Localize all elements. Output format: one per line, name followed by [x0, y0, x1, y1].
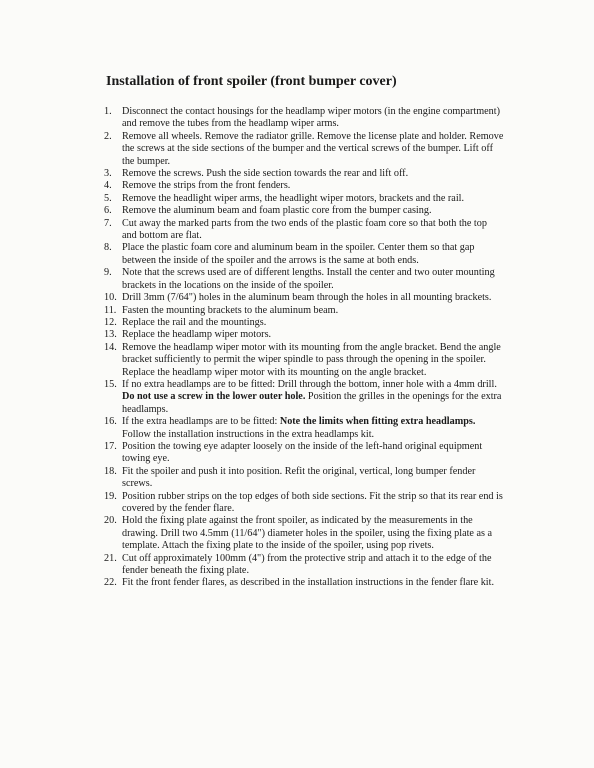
step-number: 4. [104, 180, 112, 192]
list-item [104, 441, 504, 466]
list-item [104, 553, 504, 578]
list-item [104, 379, 504, 416]
step-number: 8. [104, 242, 112, 254]
step-text: Remove the aluminum beam and foam plastic core from the bumper casing. [122, 205, 432, 217]
list-item [104, 267, 504, 292]
step-text: Position the towing eye adapter loosely on the inside of the left-hand original equipment towing eye. [122, 440, 483, 465]
list-item [104, 180, 504, 192]
step-number: 13. [104, 329, 117, 341]
step-text: Remove the strips from the front fenders. [122, 180, 291, 192]
list-item [104, 515, 504, 552]
step-text: If the extra headlamps are to be fitted: [122, 416, 280, 428]
page-title: Installation of front spoiler (front bumper cover) [106, 74, 397, 89]
step-text: Position the grilles in the openings for the extra headlamps. [122, 391, 502, 415]
step-text: Drill 3mm (7/64") holes in the aluminum beam through the holes in all mounting brackets. [122, 292, 492, 304]
instruction-list [104, 106, 504, 590]
list-item [104, 193, 504, 205]
step-number: 19. [104, 490, 117, 502]
list-item [104, 317, 504, 329]
step-number: 5. [104, 192, 112, 204]
step-text: Follow the installation instructions in the extra headlamps kit. [122, 428, 375, 440]
step-number: 14. [104, 341, 117, 353]
step-text: Cut away the marked parts from the two ends of the plastic foam core so that both the top and bottom are flat. [122, 217, 487, 242]
list-item [104, 168, 504, 180]
step-number: 12. [104, 316, 117, 328]
step-text: Remove the headlamp wiper motor with its mounting from the angle bracket. Bend the angle bracket sufficiently to permit the wiper spindle to pass through the opening in the spoiler. Replace the headlamp wiper motor with its mounting on the angle bracket. [122, 341, 501, 378]
step-number: 18. [104, 465, 117, 477]
step-text: Note that the screws used are of different lengths. Install the center and two outer mounting brackets in the locations on the inside of the spoiler. [122, 267, 495, 291]
step-number: 7. [104, 217, 112, 229]
step-number: 17. [104, 440, 117, 452]
step-text: Fit the spoiler and push it into position. Refit the original, vertical, long bumper fender screws. [122, 465, 476, 490]
step-text: Remove all wheels. Remove the radiator grille. Remove the license plate and holder. Remove the screws at the side sections of the bumper and the vertical screws of the bumper. Lift off the bumper. [122, 130, 504, 167]
list-item [104, 131, 504, 168]
step-text: Remove the screws. Push the side section towards the rear and lift off. [122, 168, 409, 180]
step-number: 1. [104, 106, 112, 117]
step-number: 10. [104, 292, 117, 304]
list-item [104, 292, 504, 304]
list-item [104, 218, 504, 243]
step-number: 11. [104, 304, 117, 316]
step-text: Replace the rail and the mountings. [122, 316, 267, 328]
step-number: 9. [104, 267, 112, 279]
list-item [104, 491, 504, 516]
step-text: Place the plastic foam core and aluminum beam in the spoiler. Center them so that gap between the inside of the spoiler and the arrows is the same at both ends. [122, 242, 475, 266]
step-text: Remove the headlight wiper arms, the headlight wiper motors, brackets and the rail. [122, 192, 465, 204]
step-text: Hold the fixing plate against the front spoiler, as indicated by the measurements in the drawing. Drill two 4.5mm (11/64") diameter holes in the spoiler, using the fixing plate as a template. Attach the fixing plate to the inside of the spoiler, using pop rivets. [122, 515, 493, 552]
step-number: 6. [104, 205, 112, 217]
step-number: 3. [104, 168, 112, 180]
step-text: Replace the headlamp wiper motors. [122, 329, 272, 341]
step-number: 16. [104, 416, 117, 428]
step-text: Fit the front fender flares, as described in the installation instructions in the fender flare kit. [122, 577, 495, 589]
step-number: 22. [104, 577, 117, 589]
step-text: Position rubber strips on the top edges of both side sections. Fit the strip so that its rear end is covered by the fender flare. [122, 490, 503, 514]
step-number: 21. [104, 552, 117, 564]
step-warning-text: Do not use a screw in the lower outer hole. [122, 391, 306, 403]
list-item [104, 416, 504, 441]
list-item [104, 305, 504, 317]
list-item [104, 205, 504, 217]
list-item [104, 342, 504, 379]
step-text: Fasten the mounting brackets to the aluminum beam. [122, 304, 339, 316]
list-item [104, 329, 504, 341]
step-number: 15. [104, 378, 117, 390]
list-item [104, 466, 504, 491]
list-item [104, 577, 504, 589]
list-item [104, 242, 504, 267]
step-number: 2. [104, 130, 112, 142]
list-item [104, 106, 504, 131]
step-number: 20. [104, 515, 117, 527]
step-text: Disconnect the contact housings for the headlamp wiper motors (in the engine compartment) and remove the tubes from the headlamp wiper arms. [122, 106, 500, 130]
step-text: If no extra headlamps are to be fitted: Drill through the bottom, inner hole with a 4mm drill. [122, 378, 497, 390]
step-text: Cut off approximately 100mm (4") from the protective strip and attach it to the edge of the fender beneath the fixing plate. [122, 552, 492, 577]
step-warning-text: Note the limits when fitting extra headlamps. [279, 416, 476, 428]
